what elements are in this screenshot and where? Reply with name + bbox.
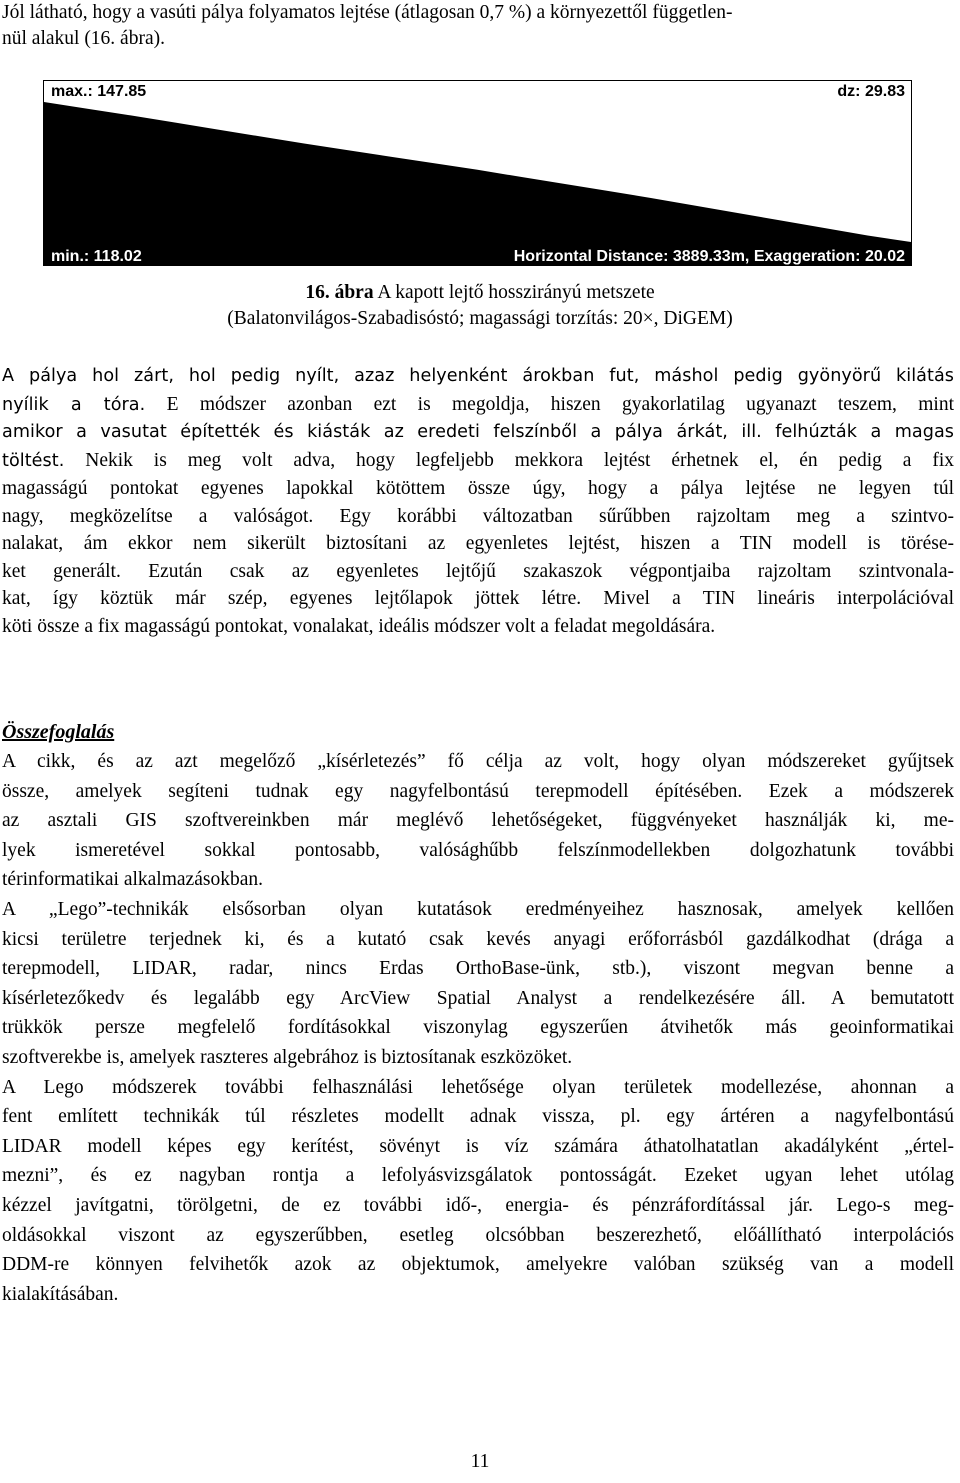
summary-line: az asztali GIS szoftvereinkben már meglévő lehetőségeket, függvényeket használják ki, me-	[2, 810, 954, 832]
figure-caption-subtext: (Balatonvilágos-Szabadisóstó; magassági torzítás: 20×, DiGEM)	[227, 307, 733, 329]
section-heading: Összefoglalás	[2, 721, 115, 743]
summary-line: kicsi területre terjednek ki, és a kutató csak kevés anyagi erőforrásból gazdálkodhat (drága a	[2, 928, 954, 950]
body-line: nalakat, ám ekkor nem sikerült biztosítani az egyenletes lejtést, hiszen a TIN modell is törése-	[2, 533, 954, 554]
summary-line: LIDAR modell képes egy kerítést, sövényt is víz számára áthatolhatatlan akadályként „értel-	[2, 1135, 954, 1157]
figure-caption-text: A kapott lejtő hosszirányú metszete	[373, 282, 655, 303]
summary-line: trükkök persze megfelelő fordításokkal viszonylag egyszerűen átvihetők más geoinformatikai	[2, 1017, 954, 1039]
summary-line: kézzel javítgatni, törölgetni, de ez további idő-, energia- és pénzráfordítással jár. Lego-s meg-	[2, 1194, 954, 1216]
summary-line: lyek ismeretével sokkal pontosabb, valósághűbb felszínmodellekben dolgozhatunk további	[2, 839, 954, 861]
body-line-fragment: ket generált.	[2, 560, 121, 582]
body-line: A pálya hol zárt, hol pedig nyílt, azaz helyenként árokban fut, máshol pedig gyönyörű kilátás	[2, 366, 954, 386]
summary-line: kísérletezőkedv és legalább egy ArcView Spatial Analyst a rendelkezésére áll. A bemutatott	[2, 987, 954, 1009]
chart-horizontal-distance-label: Horizontal Distance: 3889.33m, Exaggeration: 20.02	[513, 248, 905, 265]
body-line-fragment: töltést.	[2, 450, 65, 471]
body-line-fragment: Mivel a TIN lineáris interpolációval	[581, 588, 954, 609]
body-line-fragment: kat, így köztük már szép, egyenes lejtőlapok jöttek létre.	[2, 588, 582, 609]
chart-dz-label: dz: 29.83	[837, 83, 905, 100]
summary-line: terepmodell, LIDAR, radar, nincs Erdas OrthoBase-ünk, stb.), viszont megvan benne a	[2, 958, 954, 980]
figure-label: 16. ábra	[305, 282, 374, 303]
chart-max-label: max.: 147.85	[51, 83, 147, 100]
summary-line: szoftverekbe is, amelyek raszteres algebrához is biztosítanak eszközöket.	[2, 1046, 573, 1068]
intro-line: nül alakul (16. ábra).	[2, 28, 165, 49]
summary-line: DDM-re könnyen felvihetők azok az objektumok, amelyekre valóban szükség van a modell	[2, 1254, 954, 1276]
body-paragraph	[2, 363, 954, 640]
body-line-fragment: nagy, megközelítse a valóságot.	[2, 505, 314, 527]
summary-line: össze, amelyek segíteni tudnak egy nagyfelbontású terepmodell építésében. Ezek a módszerek	[2, 780, 954, 802]
summary-line: fent említett technikák túl részletes modellt adnak vissza, pl. egy ártéren a nagyfelbontású	[2, 1106, 954, 1128]
body-line-fragment: Ezután csak az egyenletes lejtőjű szakaszok végpontjaiba rajzoltam szintvonala-	[120, 560, 954, 582]
body-line-fragment: E módszer azonban ezt is megoldja, hiszen gyakorlatilag ugyanazt teszem, mint	[145, 393, 954, 415]
summary-line: oldásokkal viszont az egyszerűbben, esetleg olcsóbban beszerezhető, előállítható interpolációs	[2, 1224, 954, 1246]
figure-caption	[0, 280, 960, 331]
summary-line: A Lego módszerek további felhasználási lehetősége olyan területek modellezése, ahonnan a	[2, 1076, 954, 1098]
body-line: amikor a vasutat építették és kiásták az eredeti felszínből a pálya árkát, ill. felhúzták a magas	[2, 422, 954, 442]
summary-line: A „Lego”-technikák elsősorban olyan kutatások eredményeihez hasznosak, amelyek kellően	[2, 898, 954, 920]
chart-min-label: min.: 118.02	[51, 248, 142, 265]
body-line-fragment: Nekik is meg volt adva, hogy legfeljebb mekkora lejtést érhetnek el, én pedig a fix	[64, 449, 954, 471]
body-line: magasságú pontokat egyenes lapokkal kötöttem össze úgy, hogy a pálya lejtése ne legyen túl	[2, 478, 954, 499]
summary-line: kialakításában.	[2, 1283, 119, 1305]
summary-section	[2, 747, 954, 1309]
elevation-profile-chart	[43, 80, 912, 266]
intro-line: Jól látható, hogy a vasúti pálya folyamatos lejtése (átlagosan 0,7 %) a környezettől független-	[2, 2, 733, 23]
summary-line: mezni”, és ez nagyban rontja a lefolyásvizsgálatok pontosságát. Ezeket ugyan lehet utólag	[2, 1165, 954, 1187]
summary-line: térinformatikai alkalmazásokban.	[2, 869, 263, 891]
body-line: köti össze a fix magasságú pontokat, vonalakat, ideális módszer volt a feladat megoldására.	[2, 615, 716, 637]
body-line-fragment: nyílik a tóra.	[2, 394, 146, 415]
summary-line: A cikk, és az azt megelőző „kísérletezés” fő célja az volt, hogy olyan módszereket gyűjtsek	[2, 751, 954, 772]
page-number: 11	[470, 1451, 490, 1472]
intro-paragraph	[2, 0, 954, 52]
body-line-fragment: Egy korábbi változatban sűrűbben rajzoltam meg a szintvo-	[313, 505, 954, 527]
